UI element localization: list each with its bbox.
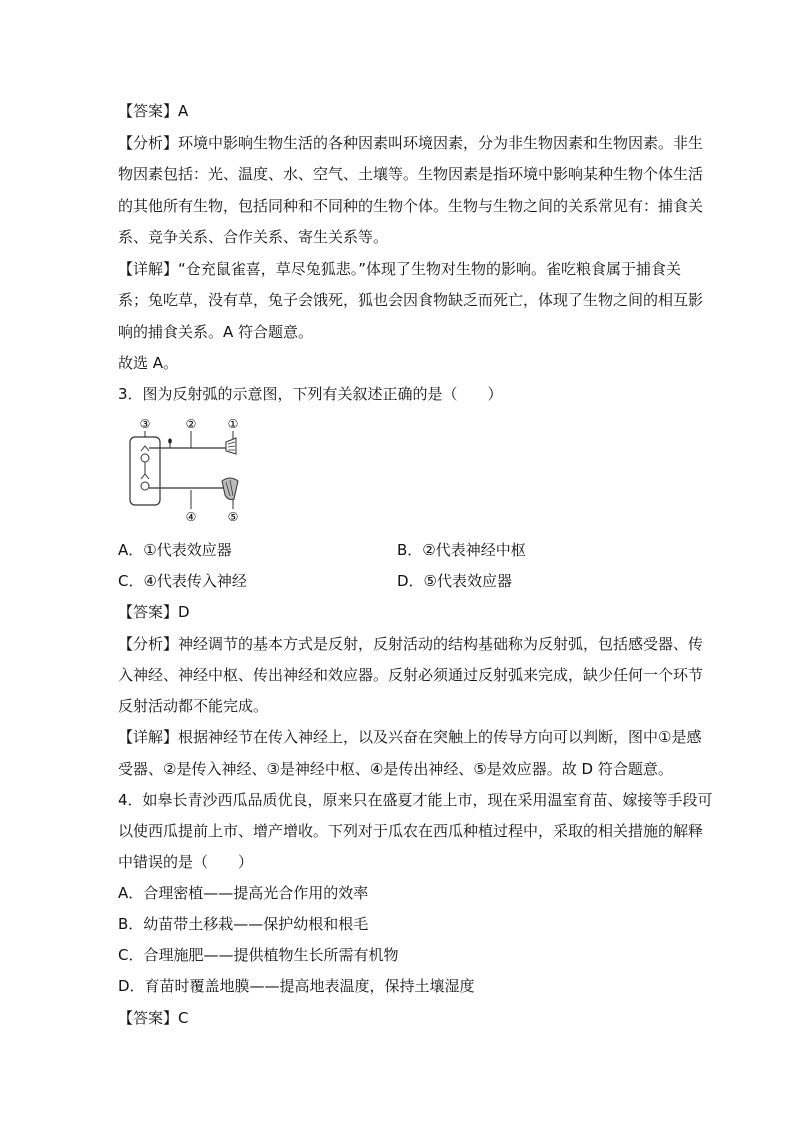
- q4-option-c: C．合理施肥——提供植物生长所需有机物: [118, 946, 399, 964]
- diagram-label-5: ⑤: [227, 510, 239, 524]
- q2-analysis-line: 的其他所有生物，包括同种和不同种的生物个体。生物与生物之间的关系常见有：捕食关: [118, 197, 704, 215]
- q3-analysis-line: 反射活动都不能完成。: [118, 697, 269, 715]
- q4-stem-line: 以使西瓜提前上市、增产增收。下列对于瓜农在西瓜种植过程中，采取的相关措施的解释: [118, 822, 704, 840]
- q3-option-c: C．④代表传入神经: [118, 572, 247, 590]
- q3-option-b: B．②代表神经中枢: [397, 541, 526, 559]
- q2-analysis-line: 物因素包括：光、温度、水、空气、土壤等。生物因素是指环境中影响某种生物个体生活: [118, 165, 704, 183]
- q3-analysis-line: 入神经、神经中枢、传出神经和效应器。反射必须通过反射弧来完成，缺少任何一个环节: [118, 666, 704, 684]
- q4-option-d: D．育苗时覆盖地膜——提高地表温度，保持土壤湿度: [118, 977, 475, 995]
- q4-option-b: B．幼苗带土移栽——保护幼根和根毛: [118, 915, 369, 933]
- q2-answer: 【答案】A: [118, 102, 189, 120]
- q2-detail-line: 【详解】“仓充鼠雀喜，草尽兔狐悲。”体现了生物对生物的影响。雀吃粮食属于捕食关: [118, 260, 682, 278]
- diagram-label-3: ③: [139, 417, 151, 431]
- q2-detail-line: 响的捕食关系。A 符合题意。: [118, 323, 314, 341]
- q3-option-d: D．⑤代表效应器: [397, 572, 512, 590]
- reflex-arc-diagram: [118, 415, 258, 527]
- q4-stem-line: 4．如皋长青沙西瓜品质优良，原来只在盛夏才能上市，现在采用温室育苗、嫁接等手段可: [118, 791, 713, 809]
- q3-detail-line: 受器、②是传入神经、③是神经中枢、④是传出神经、⑤是效应器。故 D 符合题意。: [118, 760, 673, 778]
- diagram-label-1: ①: [227, 417, 239, 431]
- q3-analysis-line: 【分析】神经调节的基本方式是反射，反射活动的结构基础称为反射弧，包括感受器、传: [118, 635, 704, 653]
- q3-option-a: A．①代表效应器: [118, 541, 232, 559]
- q4-stem-line: 中错误的是（ ）: [118, 853, 254, 871]
- q2-analysis-line: 【分析】环境中影响生物生活的各种因素叫环境因素，分为非生物因素和生物因素。非生: [118, 134, 704, 152]
- q4-answer: 【答案】C: [118, 1009, 189, 1027]
- ganglion: [168, 438, 172, 443]
- diagram-label-2: ②: [185, 417, 197, 431]
- q3-detail-line: 【详解】根据神经节在传入神经上，以及兴奋在突触上的传导方向可以判断，图中①是感: [118, 728, 702, 746]
- receptor-skin: [226, 438, 236, 454]
- q4-option-a: A．合理密植——提高光合作用的效率: [118, 884, 369, 902]
- q2-choice: 故选 A。: [118, 354, 179, 372]
- effector-muscle: [222, 478, 238, 500]
- q3-stem: 3．图为反射弧的示意图，下列有关叙述正确的是（ ）: [118, 385, 503, 403]
- diagram-label-4: ④: [185, 510, 197, 524]
- q2-detail-line: 系；兔吃草，没有草，兔子会饿死，狐也会因食物缺乏而死亡，体现了生物之间的相互影: [118, 291, 704, 309]
- q3-answer: 【答案】D: [118, 603, 190, 621]
- q2-analysis-line: 系、竞争关系、合作关系、寄生关系等。: [118, 228, 389, 246]
